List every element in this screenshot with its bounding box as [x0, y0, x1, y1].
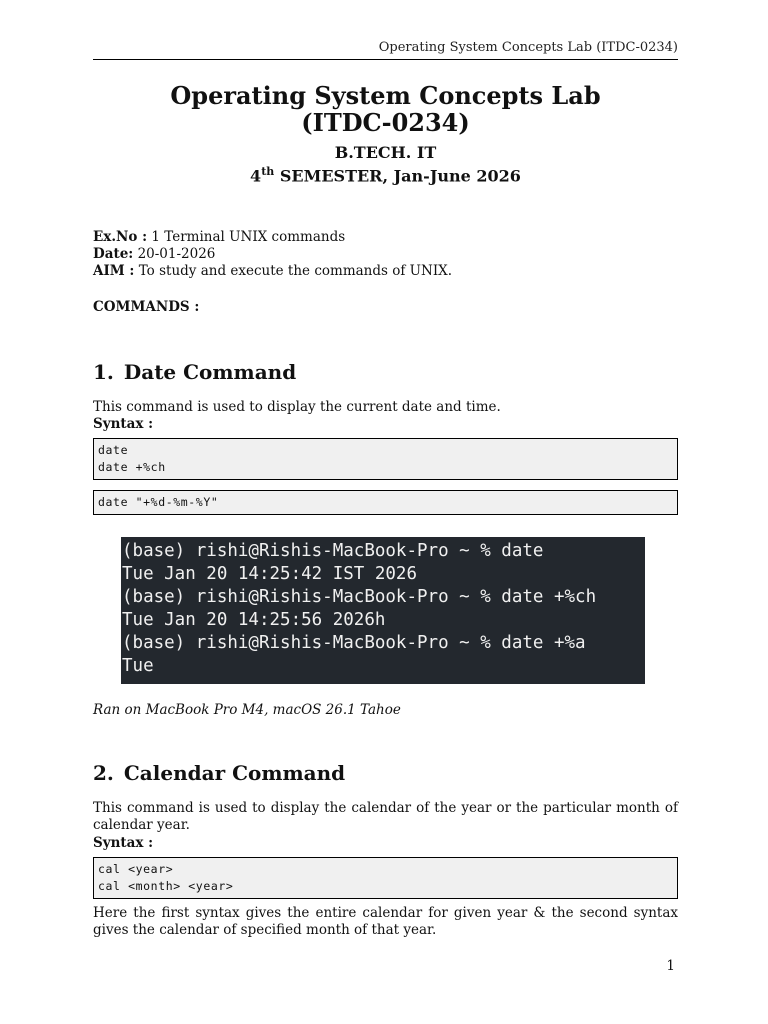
- terminal-line: Tue Jan 20 14:25:56 2026h: [122, 610, 386, 630]
- semester-number: 4: [250, 166, 262, 186]
- document-page: [93, 0, 678, 1024]
- aim-value: To study and execute the commands of UNIX.: [138, 263, 453, 279]
- title-block: [93, 82, 678, 185]
- program-name: B.TECH. IT: [334, 143, 437, 162]
- section-title: Date Command: [123, 360, 297, 384]
- calendar-explanation: Here the first syntax gives the entire calendar for given year & the second syntax gives the calendar of specified month of that year.: [93, 905, 678, 938]
- aim-line: [93, 263, 452, 280]
- terminal-line: (base) rishi@Rishis-MacBook-Pro ~ % date +%a: [122, 633, 586, 653]
- date-syntax-label: Syntax :: [93, 416, 154, 432]
- experiment-meta: [93, 229, 452, 280]
- running-header: Operating System Concepts Lab (ITDC-0234): [378, 40, 678, 55]
- semester-ordinal: th: [261, 165, 275, 178]
- commands-heading: COMMANDS :: [93, 299, 200, 315]
- section-heading-date: [93, 360, 296, 384]
- semester-text: SEMESTER, Jan-June 2026: [274, 166, 521, 186]
- terminal-line: Tue: [122, 656, 154, 676]
- section-heading-calendar: [93, 761, 345, 785]
- terminal-line: Tue Jan 20 14:25:42 IST 2026: [122, 564, 418, 584]
- document-title-line1: Operating System Concepts Lab: [170, 81, 601, 110]
- terminal-caption: Ran on MacBook Pro M4, macOS 26.1 Tahoe: [93, 702, 401, 718]
- section-number: 1.: [93, 360, 114, 384]
- document-title-line2: (ITDC-0234): [301, 108, 470, 137]
- date-syntax-code: date date +%ch: [93, 438, 678, 480]
- header-rule: [93, 59, 678, 60]
- date-label: Date:: [93, 246, 134, 262]
- calendar-syntax-label: Syntax :: [93, 835, 154, 851]
- section-number: 2.: [93, 761, 114, 785]
- aim-label: AIM :: [93, 263, 135, 279]
- date-format-code: date "+%d-%m-%Y": [93, 490, 678, 515]
- terminal-screenshot: [121, 537, 645, 684]
- date-value: 20-01-2026: [137, 246, 216, 262]
- calendar-syntax-code: cal <year> cal <month> <year>: [93, 857, 678, 899]
- exno-value: 1 Terminal UNIX commands: [151, 229, 346, 245]
- section-title: Calendar Command: [123, 761, 346, 785]
- date-line: [93, 246, 452, 263]
- page-number: 1: [666, 958, 675, 974]
- exno-label: Ex.No :: [93, 229, 148, 245]
- calendar-description: This command is used to display the calendar of the year or the particular month of calendar year.: [93, 800, 678, 833]
- semester-line: [93, 162, 678, 185]
- exno-line: [93, 229, 452, 246]
- terminal-line: (base) rishi@Rishis-MacBook-Pro ~ % date +%ch: [122, 587, 597, 607]
- date-description: This command is used to display the current date and time.: [93, 399, 501, 415]
- terminal-line: (base) rishi@Rishis-MacBook-Pro ~ % date: [122, 541, 544, 561]
